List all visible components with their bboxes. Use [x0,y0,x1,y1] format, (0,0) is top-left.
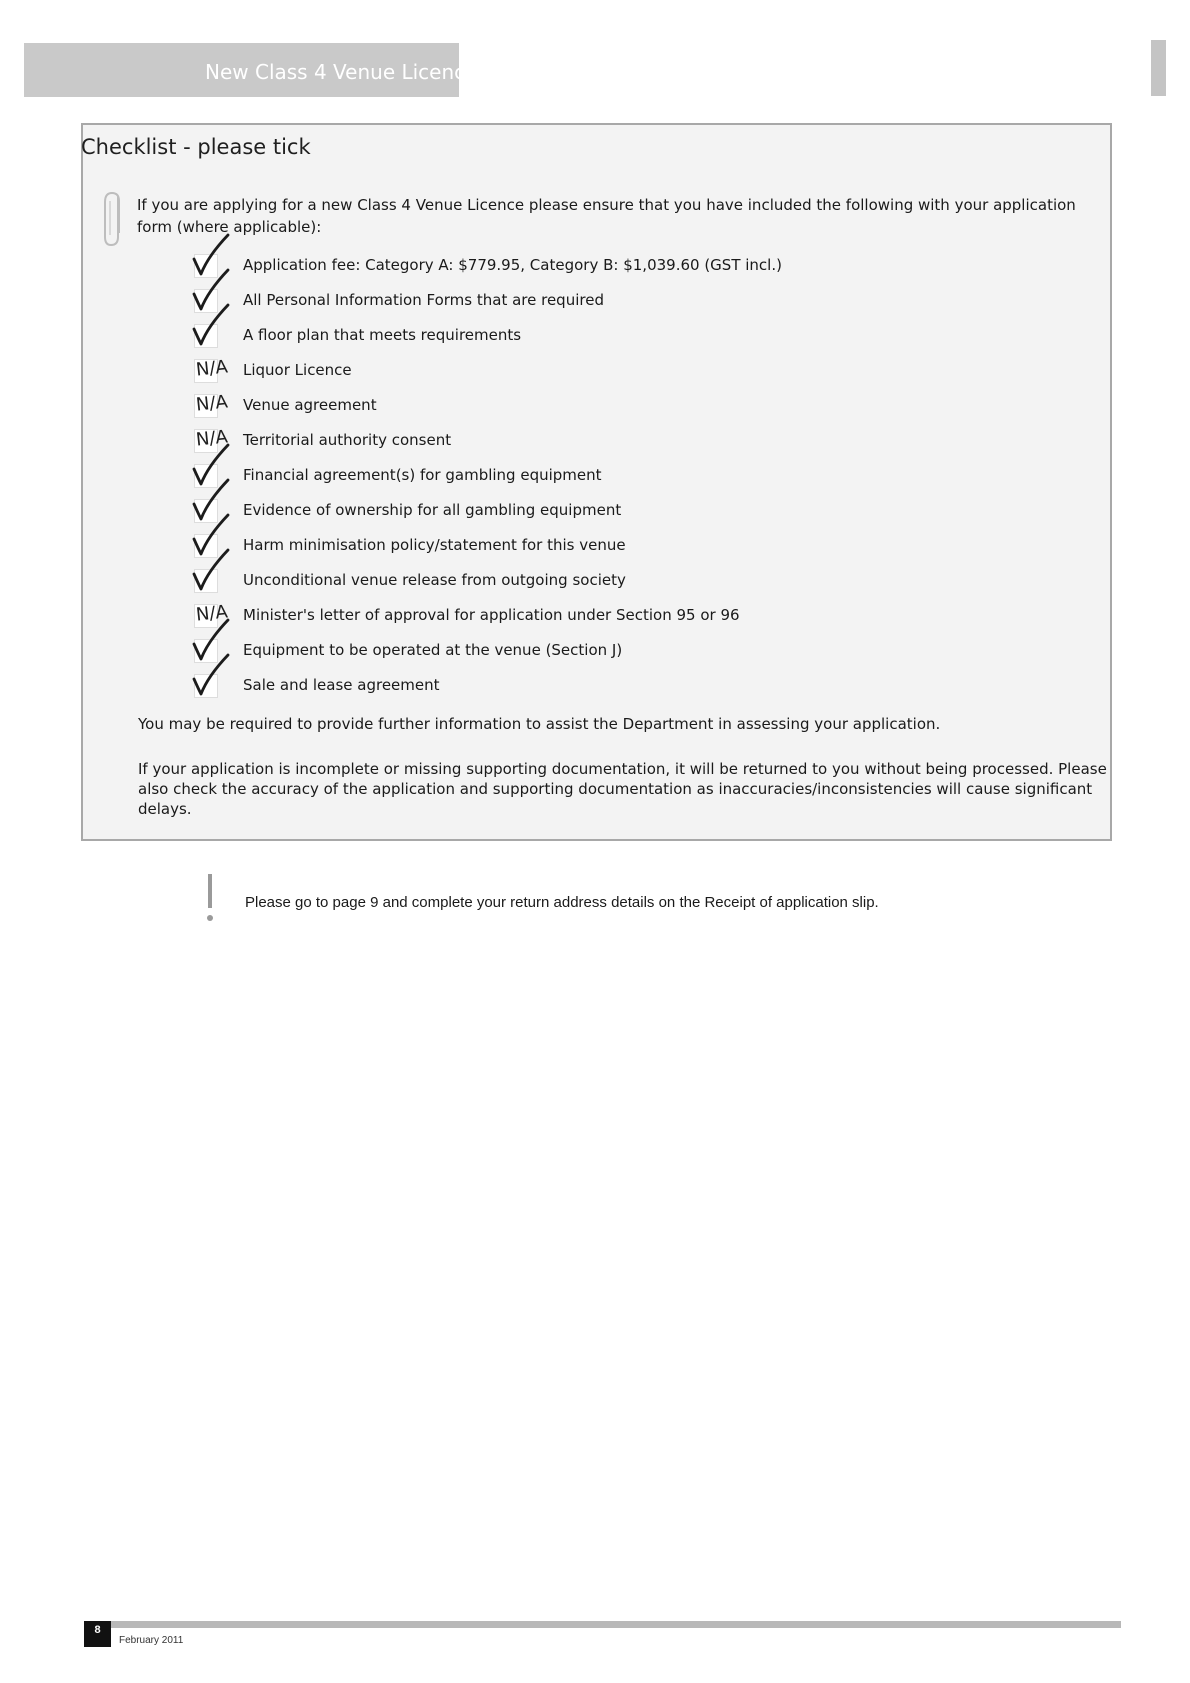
checklist-item [190,287,890,322]
item-label: Venue agreement [243,396,377,414]
na-mark: N/A [194,426,229,451]
checklist-item [190,357,890,392]
checklist-item [190,532,890,567]
checklist-item [190,672,890,707]
item-label: Sale and lease agreement [243,676,440,694]
page-title: New Class 4 Venue Licence [205,60,478,84]
item-label: Minister's letter of approval for application under Section 95 or 96 [243,606,740,624]
item-label: All Personal Information Forms that are required [243,291,604,309]
further-info-note: You may be required to provide further information to assist the Department in assessing your application. [138,715,941,733]
checklist-item [190,602,890,637]
checklist-title: Checklist - please tick [81,135,311,159]
return-address-instruction: Please go to page 9 and complete your return address details on the Receipt of application slip. [245,894,879,911]
handwritten-tick-icon [190,302,232,350]
na-mark: N/A [194,601,229,626]
checklist-items [190,252,890,707]
handwritten-tick-icon [190,652,232,700]
footer-date: February 2011 [119,1635,184,1646]
checklist-item [190,462,890,497]
item-label: Harm minimisation policy/statement for this venue [243,536,626,554]
item-label: Unconditional venue release from outgoing society [243,571,626,589]
item-label: Financial agreement(s) for gambling equipment [243,466,602,484]
incomplete-application-note: If your application is incomplete or missing supporting documentation, it will be returned to you without being processed. Please also check the accuracy of the application and supporting documentation as inaccuracies/inconsistencies will cause significant delays. [138,760,1107,818]
handwritten-tick-icon [190,547,232,595]
paperclip-icon [103,190,125,248]
checklist-item [190,567,890,602]
item-label: Equipment to be operated at the venue (Section J) [243,641,623,659]
checklist-item [190,322,890,357]
checklist-item [190,252,890,287]
na-mark: N/A [194,356,229,381]
checklist-item [190,427,890,462]
footer-rule [111,1621,1121,1628]
item-label: Application fee: Category A: $779.95, Category B: $1,039.60 (GST incl.) [243,256,782,274]
checklist-item [190,392,890,427]
exclamation-icon [203,874,217,924]
item-label: A floor plan that meets requirements [243,326,522,344]
checklist-intro: If you are applying for a new Class 4 Venue Licence please ensure that you have included the following with your application form (where applicable): [137,196,1076,236]
na-mark: N/A [194,391,229,416]
item-label: Territorial authority consent [243,431,452,449]
checklist-item [190,497,890,532]
edge-marker [1151,40,1166,96]
item-label: Liquor Licence [243,361,352,379]
page-number: 8 [84,1621,111,1647]
item-label: Evidence of ownership for all gambling equipment [243,501,622,519]
checklist-item [190,637,890,672]
